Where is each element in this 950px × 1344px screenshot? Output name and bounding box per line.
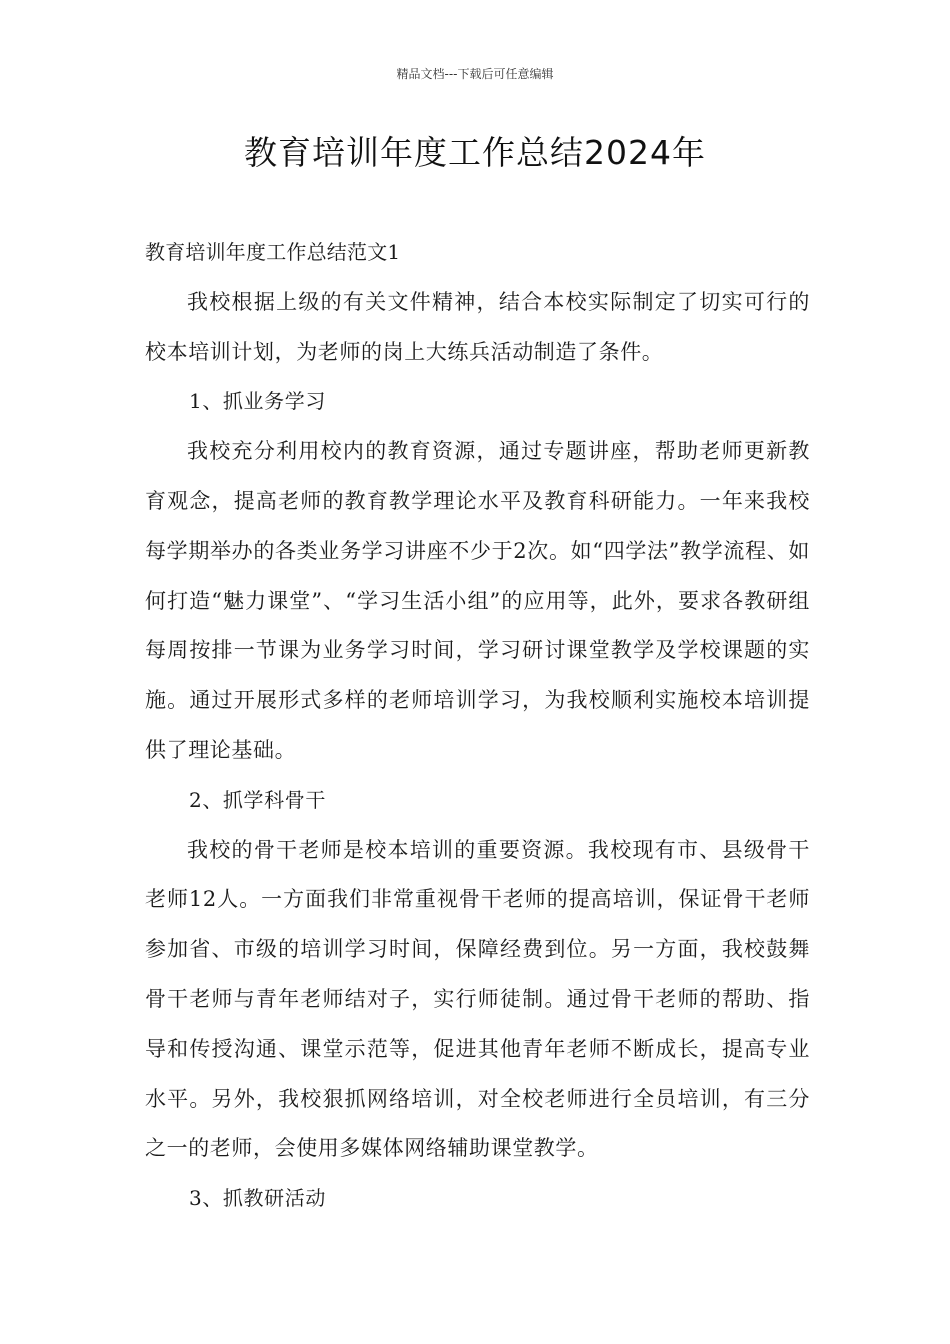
page-header-watermark: 精品文档---下载后可任意编辑 (396, 67, 554, 81)
paragraph-section-1: 我校充分利用校内的教育资源，通过专题讲座，帮助老师更新教育观念，提高老师的教育教学理论水平及教育科研能力。一年来我校每学期举办的各类业务学习讲座不少于2次。如“四学法”教学流程、如何打造“魅力课堂”、“学习生活小组”的应用等，此外，要求各教研组每周按排一节课为业务学习时间，学习研讨课堂教学及学校课题的实施。通过开展形式多样的老师培训学习，为我校顺利实施校本培训提供了理论基础。 (145, 439, 810, 762)
document-body (145, 228, 810, 1224)
document-title: 教育培训年度工作总结2024年 (244, 133, 706, 172)
document-subtitle: 教育培训年度工作总结范文1 (145, 240, 401, 264)
section-heading-2: 2、抓学科骨干 (189, 787, 326, 812)
section-heading-1: 1、抓业务学习 (189, 389, 326, 414)
paragraph-intro: 我校根据上级的有关文件精神，结合本校实际制定了切实可行的校本培训计划，为老师的岗上大练兵活动制造了条件。 (145, 289, 810, 364)
paragraph-section-2: 我校的骨干老师是校本培训的重要资源。我校现有市、县级骨干老师12人。一方面我们非常重视骨干老师的提高培训，保证骨干老师参加省、市级的培训学习时间，保障经费到位。另一方面，我校鼓舞骨干老师与青年老师结对子，实行师徒制。通过骨干老师的帮助、指导和传授沟通、课堂示范等，促进其他青年老师不断成长，提高专业水平。另外，我校狠抓网络培训，对全校老师进行全员培训，有三分之一的老师，会使用多媒体网络辅助课堂教学。 (145, 837, 810, 1161)
section-heading-3: 3、抓教研活动 (189, 1186, 326, 1211)
